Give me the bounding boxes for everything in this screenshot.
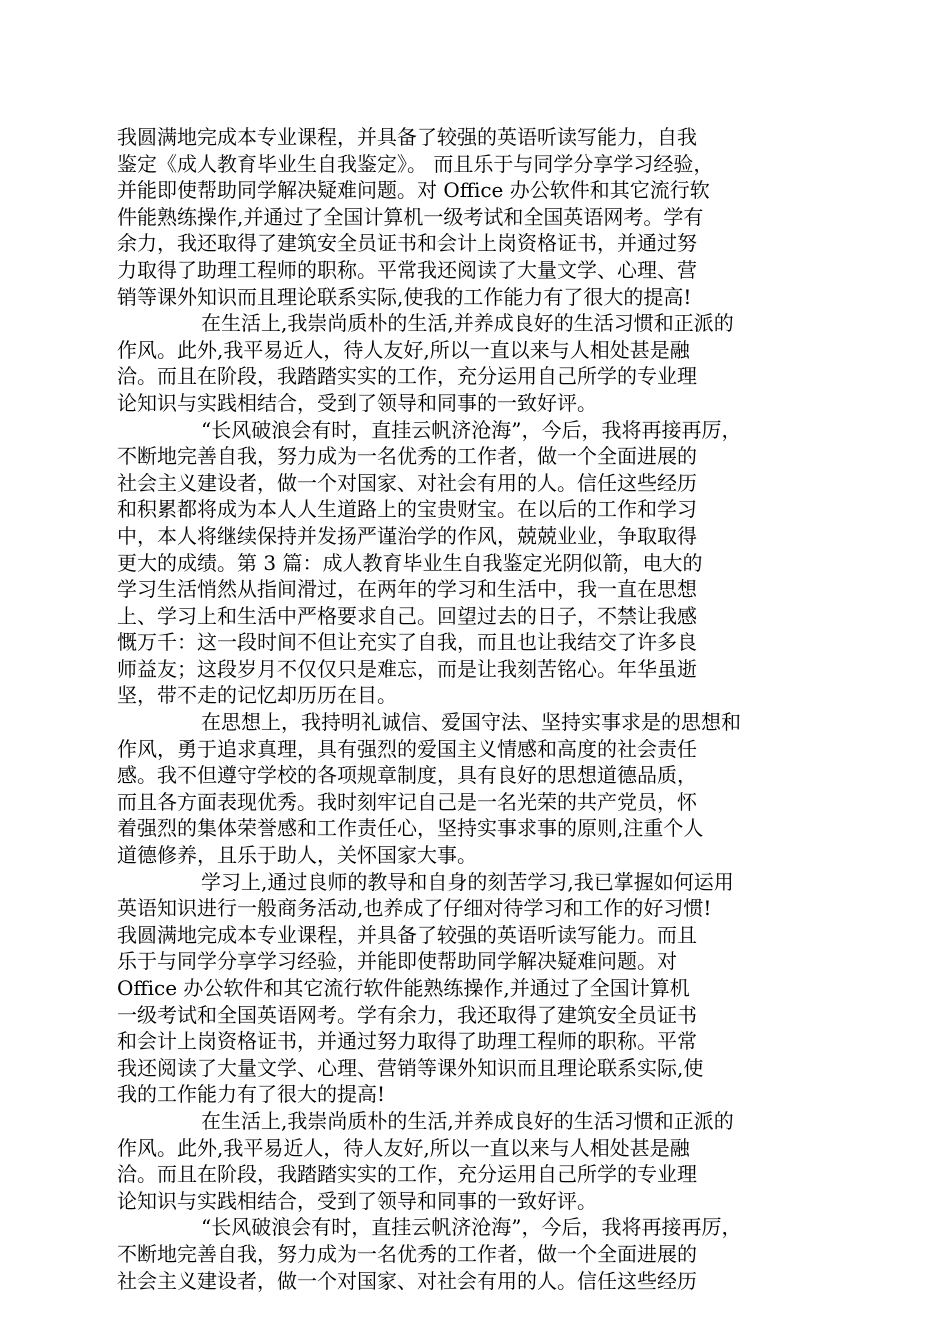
text-line: 销等课外知识而且理论联系实际,使我的工作能力有了很大的提高! xyxy=(117,284,692,309)
paragraph-first-line: 在生活上,我崇尚质朴的生活,并养成良好的生活习惯和正派的 xyxy=(201,1108,734,1133)
text-line: 不断地完善自我，努力成为一名优秀的工作者，做一个全面进展的 xyxy=(117,444,697,469)
paragraph-first-line: 在思想上，我持明礼诚信、爱国守法、坚持实事求是的思想和 xyxy=(201,710,741,735)
text-line: 师益友；这段岁月不仅仅只是难忘，而是让我刻苦铭心。年华虽逝 xyxy=(117,656,697,681)
text-line: 和积累都将成为本人人生道路上的宝贵财宝。在以后的工作和学习 xyxy=(117,497,697,522)
text-line: 洽。而且在阶段，我踏踏实实的工作，充分运用自己所学的专业理 xyxy=(117,1162,697,1187)
text-line: 我圆满地完成本专业课程，并具备了较强的英语听读写能力，自我 xyxy=(117,125,697,149)
text-line: 我还阅读了大量文学、心理、营销等课外知识而且理论联系实际,使 xyxy=(117,1055,704,1080)
text-line: 我圆满地完成本专业课程，并具备了较强的英语听读写能力。而且 xyxy=(117,922,697,947)
text-line: 并能即使帮助同学解决疑难问题。对 Office 办公软件和其它流行软 xyxy=(117,178,710,203)
text-line: 更大的成绩。第 3 篇：成人教育毕业生自我鉴定光阴似箭，电大的 xyxy=(117,550,703,575)
text-line: 作风。此外,我平易近人，待人友好,所以一直以来与人相处甚是融 xyxy=(117,1135,690,1160)
text-line: 洽。而且在阶段，我踏踏实实的工作，充分运用自己所学的专业理 xyxy=(117,364,697,389)
text-line: 鉴定《成人教育毕业生自我鉴定》。 而且乐于与同学分享学习经验， xyxy=(117,151,714,176)
text-line: 社会主义建设者，做一个对国家、对社会有用的人。信任这些经历 xyxy=(117,470,697,495)
text-line: 论知识与实践相结合，受到了领导和同事的一致好评。 xyxy=(117,1188,597,1213)
text-line: 上、学习上和生活中严格要求自己。回望过去的日子，不禁让我感 xyxy=(117,603,697,628)
text-line: Office 办公软件和其它流行软件能熟练操作,并通过了全国计算机 xyxy=(117,976,690,1000)
text-line: 件能熟练操作,并通过了全国计算机一级考试和全国英语网考。学有 xyxy=(117,204,704,229)
text-line: 不断地完善自我，努力成为一名优秀的工作者，做一个全面进展的 xyxy=(117,1241,697,1266)
text-line: 社会主义建设者，做一个对国家、对社会有用的人。信任这些经历 xyxy=(117,1268,697,1293)
text-line: 余力，我还取得了建筑安全员证书和会计上岗资格证书，并通过努 xyxy=(117,231,697,256)
paragraph-first-line: “长风破浪会有时，直挂云帆济沧海”，今后，我将再接再厉， xyxy=(201,417,742,442)
text-line: 一级考试和全国英语网考。学有余力，我还取得了建筑安全员证书 xyxy=(117,1002,697,1027)
text-line: 慨万千：这一段时间不但让充实了自我，而且也让我结交了许多良 xyxy=(117,630,697,655)
text-line: 作风。此外,我平易近人，待人友好,所以一直以来与人相处甚是融 xyxy=(117,337,690,362)
text-line: 学习生活悄然从指间滑过，在两年的学习和生活中，我一直在思想 xyxy=(117,577,697,602)
text-line: 力取得了助理工程师的职称。平常我还阅读了大量文学、心理、营 xyxy=(117,257,697,282)
text-line: 中，本人将继续保持并发扬严谨治学的作风，兢兢业业，争取取得 xyxy=(117,523,697,548)
text-line: 我的工作能力有了很大的提高! xyxy=(117,1082,386,1107)
paragraph-first-line: “长风破浪会有时，直挂云帆济沧海”，今后，我将再接再厉， xyxy=(201,1215,742,1240)
text-line: 道德修养，且乐于助人，关怀国家大事。 xyxy=(117,843,477,868)
text-line: 乐于与同学分享学习经验，并能即使帮助同学解决疑难问题。对 xyxy=(117,949,677,974)
paragraph-first-line: 学习上,通过良师的教导和自身的刻苦学习,我已掌握如何运用 xyxy=(201,869,734,894)
text-line: 而且各方面表现优秀。我时刻牢记自己是一名光荣的共产党员，怀 xyxy=(117,789,697,814)
text-line: 论知识与实践相结合，受到了领导和同事的一致好评。 xyxy=(117,390,597,415)
text-line: 坚，带不走的记忆却历历在目。 xyxy=(117,683,397,708)
text-line: 感。我不但遵守学校的各项规章制度，具有良好的思想道德品质， xyxy=(117,763,697,788)
paragraph-first-line: 在生活上,我崇尚质朴的生活,并养成良好的生活习惯和正派的 xyxy=(201,311,734,336)
body-text xyxy=(117,124,832,1294)
text-line: 英语知识进行一般商务活动,也养成了仔细对待学习和工作的好习惯! xyxy=(117,896,712,921)
text-line: 着强烈的集体荣誉感和工作责任心，坚持实事求事的原则,注重个人 xyxy=(117,816,704,841)
text-line: 和会计上岗资格证书，并通过努力取得了助理工程师的职称。平常 xyxy=(117,1029,697,1054)
text-line: 作风，勇于追求真理，具有强烈的爱国主义情感和高度的社会责任 xyxy=(117,736,697,761)
